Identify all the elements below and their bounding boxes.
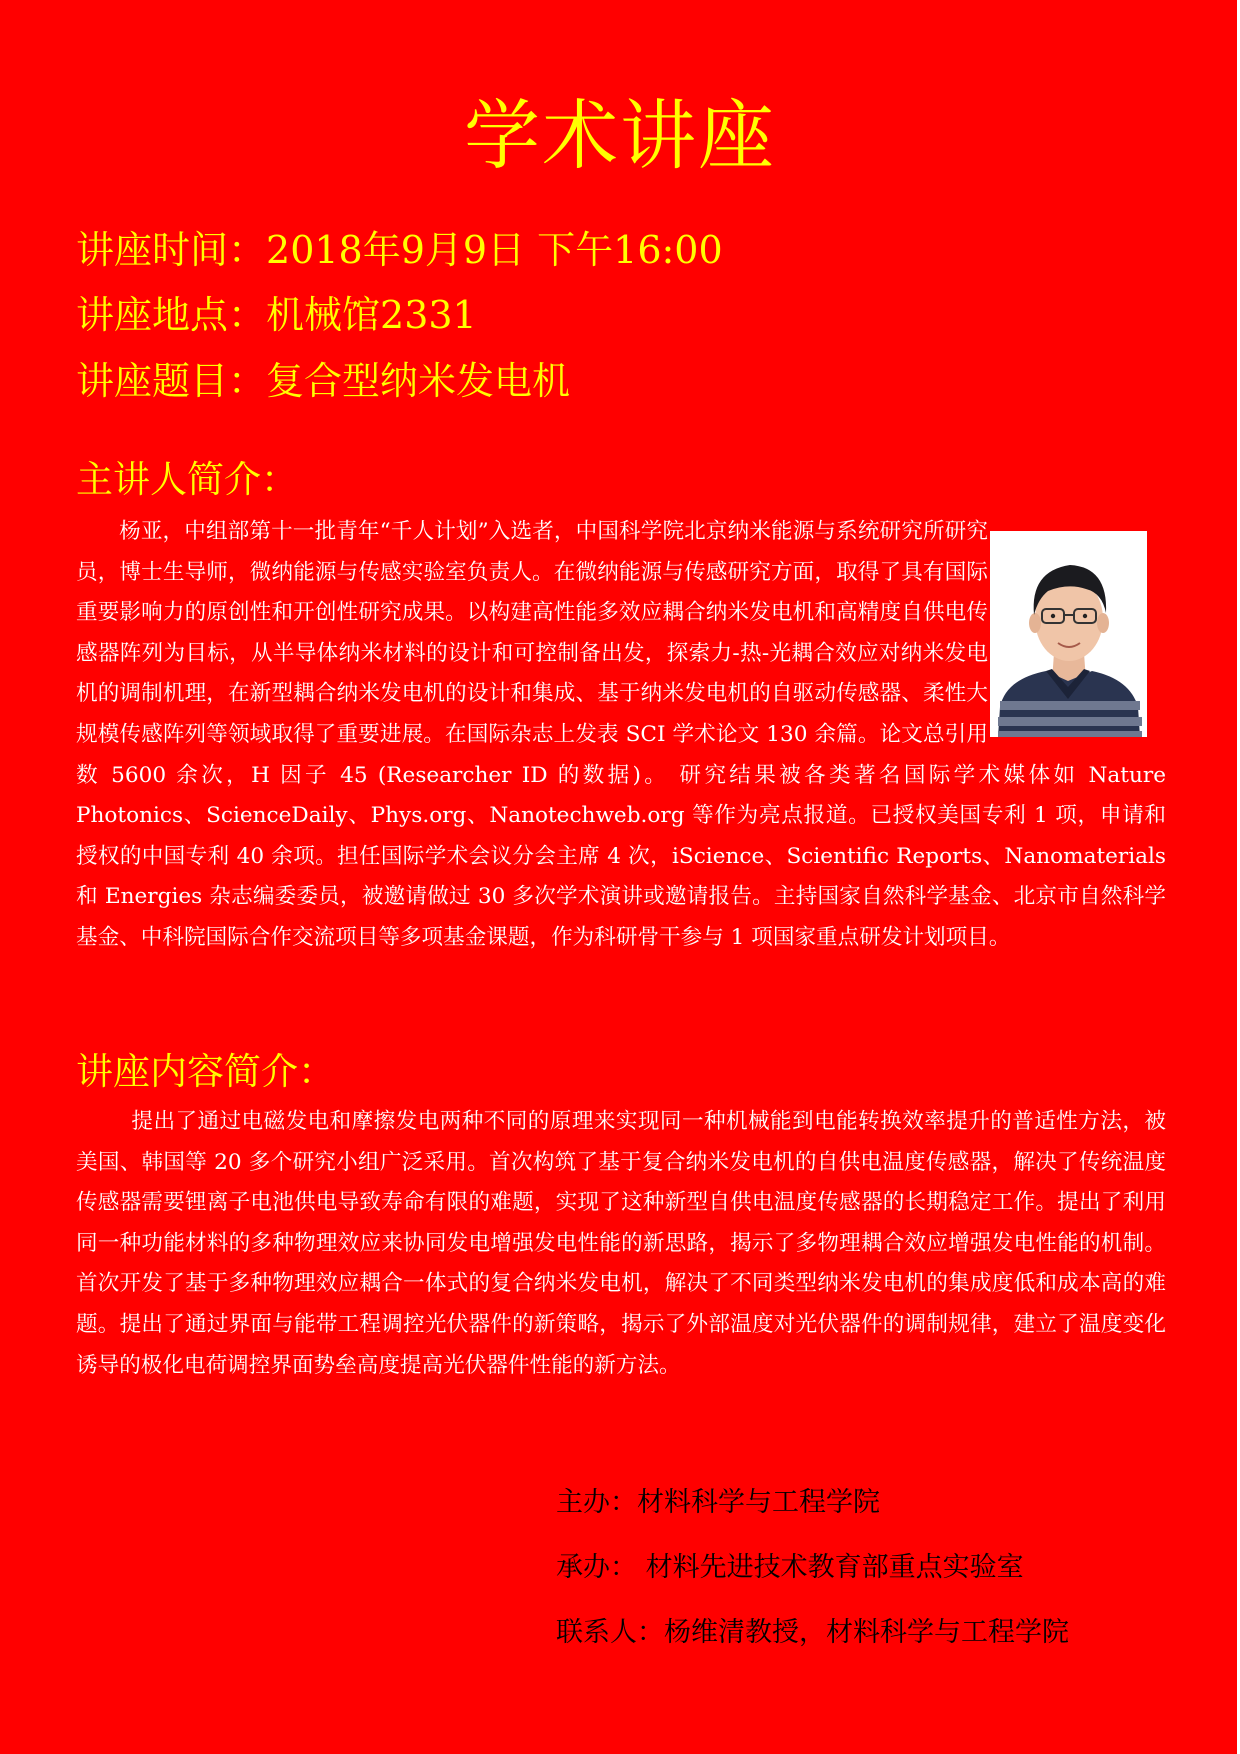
lecture-content	[76, 1102, 1166, 1386]
lecture-content-heading: 讲座内容简介：	[76, 1050, 335, 1093]
lecture-time	[76, 226, 723, 274]
poster-title: 学术讲座	[464, 91, 776, 180]
speaker-bio-text: 杨亚，中组部第十一批青年“千人计划”入选者，中国科学院北京纳米能源与系统研究所研究员，博士生导师，微纳能源与传感实验室负责人。在微纳能源与传感研究方面，取得了具有国际重要影响力的原创性和开创性研究成果。以构建高性能多效应耦合纳米发电机和高精度自供电传感器阵列为目标，从半导体纳米材料的设计和可控制备出发，探索力-热-光耦合效应对纳米发电机的调制机理，在新型耦合纳米发电机的设计和集成、基于纳米发电机的自驱动传感器、柔性大规模传感阵列等领域取得了重要进展。在国际杂志上发表 SCI 学术论文 130 余篇。论文总引用数 5600 余次，H 因子 45 (Researcher ID 的数据)。 研究结果被各类著名国际学术媒体如 Nature Photonics、ScienceDaily、Phys.org、Nanotechweb.org 等作为亮点报道。已授权美国专利 1 项，申请和授权的中国专利 40 余项。担任国际学术会议分会主席 4 次，iScience、Scientific Reports、Nanomaterials 和 Energies 杂志编委委员，被邀请做过 30 多次学术演讲或邀请报告。主持国家自然科学基金、北京市自然科学基金、中科院国际合作交流项目等多项基金课题，作为科研骨干参与 1 项国家重点研发计划项目。	[76, 519, 1166, 950]
lecture-time-label: 讲座时间：	[76, 228, 267, 272]
lecture-venue-label: 讲座地点：	[76, 293, 267, 337]
speaker-heading: 主讲人简介：	[76, 458, 298, 501]
lecture-content-text: 提出了通过电磁发电和摩擦发电两种不同的原理来实现同一种机械能到电能转换效率提升的普适性方法，被美国、韩国等 20 多个研究小组广泛采用。首次构筑了基于复合纳米发电机的自供电温度传感器，解决了传统温度传感器需要锂离子电池供电导致寿命有限的难题，实现了这种新型自供电温度传感器的长期稳定工作。提出了利用同一种功能材料的多种物理效应来协同发电增强发电性能的新思路，揭示了多物理耦合效应增强发电性能的机制。首次开发了基于多种物理效应耦合一体式的复合纳米发电机，解决了不同类型纳米发电机的集成度低和成本高的难题。提出了通过界面与能带工程调控光伏器件的新策略，揭示了外部温度对光伏器件的调制规律，建立了温度变化诱导的极化电荷调控界面势垒高度提高光伏器件性能的新方法。	[76, 1109, 1166, 1378]
host-line: 主办：材料科学与工程学院	[556, 1487, 880, 1518]
contact-line: 联系人：杨维清教授，材料科学与工程学院	[556, 1617, 1069, 1648]
lecture-venue-value: 机械馆2331	[266, 293, 477, 337]
speaker-photo	[990, 531, 1147, 737]
lecture-time-value: 2018年9月9日 下午16:00	[266, 228, 723, 272]
lecture-topic-label: 讲座题目：	[76, 359, 267, 403]
lecture-topic	[76, 357, 570, 405]
speaker-portrait-image	[990, 531, 1147, 737]
co-host-line: 承办： 材料先进技术教育部重点实验室	[556, 1552, 1024, 1583]
lecture-topic-value: 复合型纳米发电机	[266, 359, 571, 403]
lecture-venue	[76, 291, 477, 339]
